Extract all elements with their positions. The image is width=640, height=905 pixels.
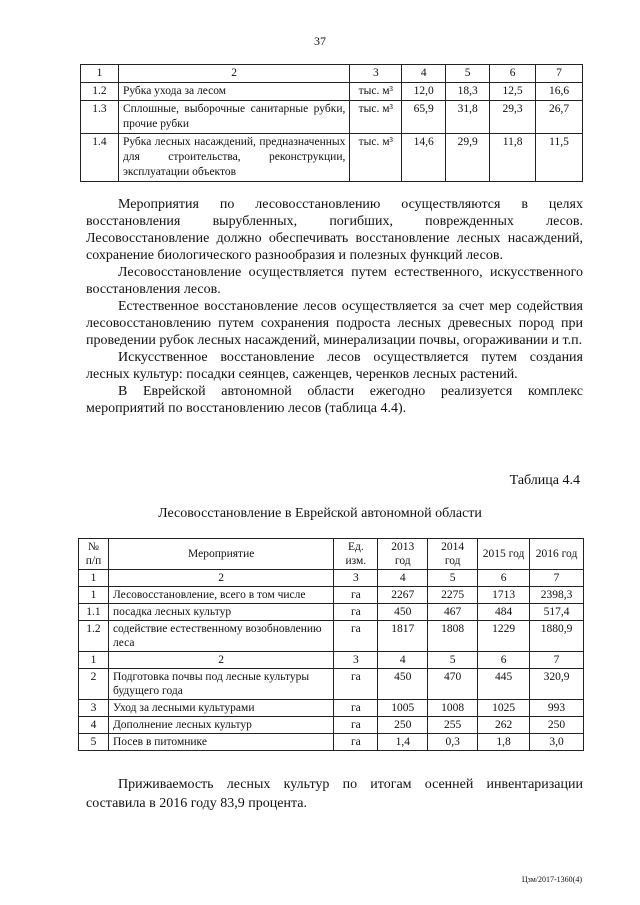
row-name: Рубка лесных насаждений, предназначенных для строительства, реконструкции, эксплуатации объектов <box>118 134 349 182</box>
value-2016: 1880,9 <box>530 621 584 652</box>
value-2016: 26,7 <box>536 101 583 134</box>
row-number: 5 <box>79 734 109 751</box>
header-2013: 2013 год <box>378 539 428 570</box>
paragraph: Искусственное восстановление лесов осуществляется путем создания лесных культур: посадки сеянцев, саженцев, черенков лесных растений. <box>86 350 583 382</box>
row-number: 1.2 <box>81 83 119 101</box>
row-unit: га <box>334 669 378 700</box>
col-num-2: 2 <box>118 65 349 83</box>
header-2015: 2015 год <box>478 539 530 570</box>
table-header-row <box>81 65 583 83</box>
row-name: Лесовосстановление, всего в том числе <box>108 587 333 604</box>
value-2013: 1,4 <box>378 734 428 751</box>
header-2014: 2014 год <box>428 539 478 570</box>
row-name: Сплошные, выборочные санитарные рубки, прочие рубки <box>118 101 349 134</box>
row-number: 2 <box>79 669 109 700</box>
row-number: 1.3 <box>81 101 119 134</box>
page-number: 37 <box>314 34 326 48</box>
table-row <box>79 621 584 652</box>
header-unit: Ед. изм. <box>334 539 378 570</box>
value-2016: 320,9 <box>530 669 584 700</box>
row-name: посадка лесных культур <box>108 604 333 621</box>
reforestation-table <box>78 538 584 751</box>
column-number-row <box>79 570 584 587</box>
value-2013: 12,0 <box>402 83 446 101</box>
col-num-6: 6 <box>478 570 530 587</box>
value-2013: 1817 <box>378 621 428 652</box>
col-num-1: 1 <box>81 65 119 83</box>
header-2016: 2016 год <box>530 539 584 570</box>
table-header-row <box>79 539 584 570</box>
value-2015: 29,3 <box>490 101 536 134</box>
value-2014: 2275 <box>428 587 478 604</box>
paragraph: Мероприятия по лесовосстановлению осуществляются в целях восстановления вырубленных, погибших, поврежденных лесов. Лесовосстановление должно обеспечивать восстановление лесных насаждений, сохранение биологического разнообразия и полезных функций лесов. <box>86 197 583 263</box>
table-row <box>79 700 584 717</box>
row-unit: тыс. м³ <box>350 83 402 101</box>
value-2014: 255 <box>428 717 478 734</box>
row-name: Рубка ухода за лесом <box>118 83 349 101</box>
table-row <box>81 101 583 134</box>
table-title: Лесовосстановление в Еврейской автономной области <box>158 506 482 521</box>
value-2014: 31,8 <box>446 101 490 134</box>
value-2013: 450 <box>378 669 428 700</box>
value-2015: 12,5 <box>490 83 536 101</box>
value-2014: 29,9 <box>446 134 490 182</box>
column-number-row <box>79 652 584 669</box>
table-row <box>81 134 583 182</box>
value-2014: 467 <box>428 604 478 621</box>
table-row <box>79 587 584 604</box>
col-num-7: 7 <box>530 570 584 587</box>
col-num-3: 3 <box>334 570 378 587</box>
table-row <box>81 83 583 101</box>
col-num-6: 6 <box>478 652 530 669</box>
value-2016: 517,4 <box>530 604 584 621</box>
row-name: содействие естественному возобновлению леса <box>108 621 333 652</box>
col-num-1: 1 <box>79 570 109 587</box>
row-unit: га <box>334 717 378 734</box>
value-2016: 2398,3 <box>530 587 584 604</box>
col-num-1: 1 <box>79 652 109 669</box>
value-2015: 1025 <box>478 700 530 717</box>
col-num-7: 7 <box>530 652 584 669</box>
row-unit: га <box>334 604 378 621</box>
header-name: Мероприятие <box>108 539 333 570</box>
paragraph: Приживаемость лесных культур по итогам осенней инвентаризации составила в 2016 году 83,9 процента. <box>86 777 583 811</box>
row-number: 3 <box>79 700 109 717</box>
value-2015: 484 <box>478 604 530 621</box>
row-number: 1.2 <box>79 621 109 652</box>
value-2015: 1229 <box>478 621 530 652</box>
row-name: Дополнение лесных культур <box>108 717 333 734</box>
col-num-3: 3 <box>334 652 378 669</box>
table-label: Таблица 4.4 <box>509 473 580 488</box>
harvest-table <box>80 64 583 182</box>
col-num-7: 7 <box>536 65 583 83</box>
col-num-4: 4 <box>402 65 446 83</box>
value-2013: 450 <box>378 604 428 621</box>
table-row <box>79 669 584 700</box>
value-2016: 11,5 <box>536 134 583 182</box>
value-2013: 1005 <box>378 700 428 717</box>
value-2015: 11,8 <box>490 134 536 182</box>
row-unit: тыс. м³ <box>350 134 402 182</box>
row-number: 1.4 <box>81 134 119 182</box>
row-unit: га <box>334 621 378 652</box>
value-2015: 1,8 <box>478 734 530 751</box>
value-2016: 16,6 <box>536 83 583 101</box>
value-2015: 262 <box>478 717 530 734</box>
header-num: № п/п <box>79 539 109 570</box>
row-number: 4 <box>79 717 109 734</box>
row-number: 1 <box>79 587 109 604</box>
paragraph: Естественное восстановление лесов осуществляется за счет мер содействия лесовосстановлению путем сохранения подроста лесных древесных пород при проведении рубок лесных насаждений, минерализации почвы, огораживании и т.п. <box>86 299 583 348</box>
row-name: Уход за лесными культурами <box>108 700 333 717</box>
row-unit: тыс. м³ <box>350 101 402 134</box>
paragraph: В Еврейской автономной области ежегодно реализуется комплекс мероприятий по восстановлению лесов (таблица 4.4). <box>86 384 583 416</box>
value-2014: 0,3 <box>428 734 478 751</box>
col-num-2: 2 <box>108 652 333 669</box>
row-unit: га <box>334 700 378 717</box>
row-name: Посев в питомнике <box>108 734 333 751</box>
value-2014: 470 <box>428 669 478 700</box>
value-2014: 1008 <box>428 700 478 717</box>
value-2013: 65,9 <box>402 101 446 134</box>
value-2013: 14,6 <box>402 134 446 182</box>
row-unit: га <box>334 587 378 604</box>
row-name: Подготовка почвы под лесные культуры будущего года <box>108 669 333 700</box>
value-2015: 1713 <box>478 587 530 604</box>
value-2015: 445 <box>478 669 530 700</box>
closing-text <box>86 775 583 813</box>
table-row <box>79 604 584 621</box>
value-2016: 3,0 <box>530 734 584 751</box>
col-num-5: 5 <box>428 652 478 669</box>
paragraph: Лесовосстановление осуществляется путем естественного, искусственного восстановления лесов. <box>86 265 583 297</box>
row-unit: га <box>334 734 378 751</box>
col-num-4: 4 <box>378 570 428 587</box>
value-2014: 18,3 <box>446 83 490 101</box>
col-num-2: 2 <box>108 570 333 587</box>
row-number: 1.1 <box>79 604 109 621</box>
col-num-6: 6 <box>490 65 536 83</box>
value-2013: 250 <box>378 717 428 734</box>
table-row <box>79 734 584 751</box>
value-2014: 1808 <box>428 621 478 652</box>
value-2013: 2267 <box>378 587 428 604</box>
col-num-5: 5 <box>428 570 478 587</box>
value-2016: 993 <box>530 700 584 717</box>
col-num-4: 4 <box>378 652 428 669</box>
document-code: Цзм/2017-1360(4) <box>521 875 582 884</box>
body-text <box>86 196 583 417</box>
value-2016: 250 <box>530 717 584 734</box>
col-num-3: 3 <box>350 65 402 83</box>
table-row <box>79 717 584 734</box>
col-num-5: 5 <box>446 65 490 83</box>
